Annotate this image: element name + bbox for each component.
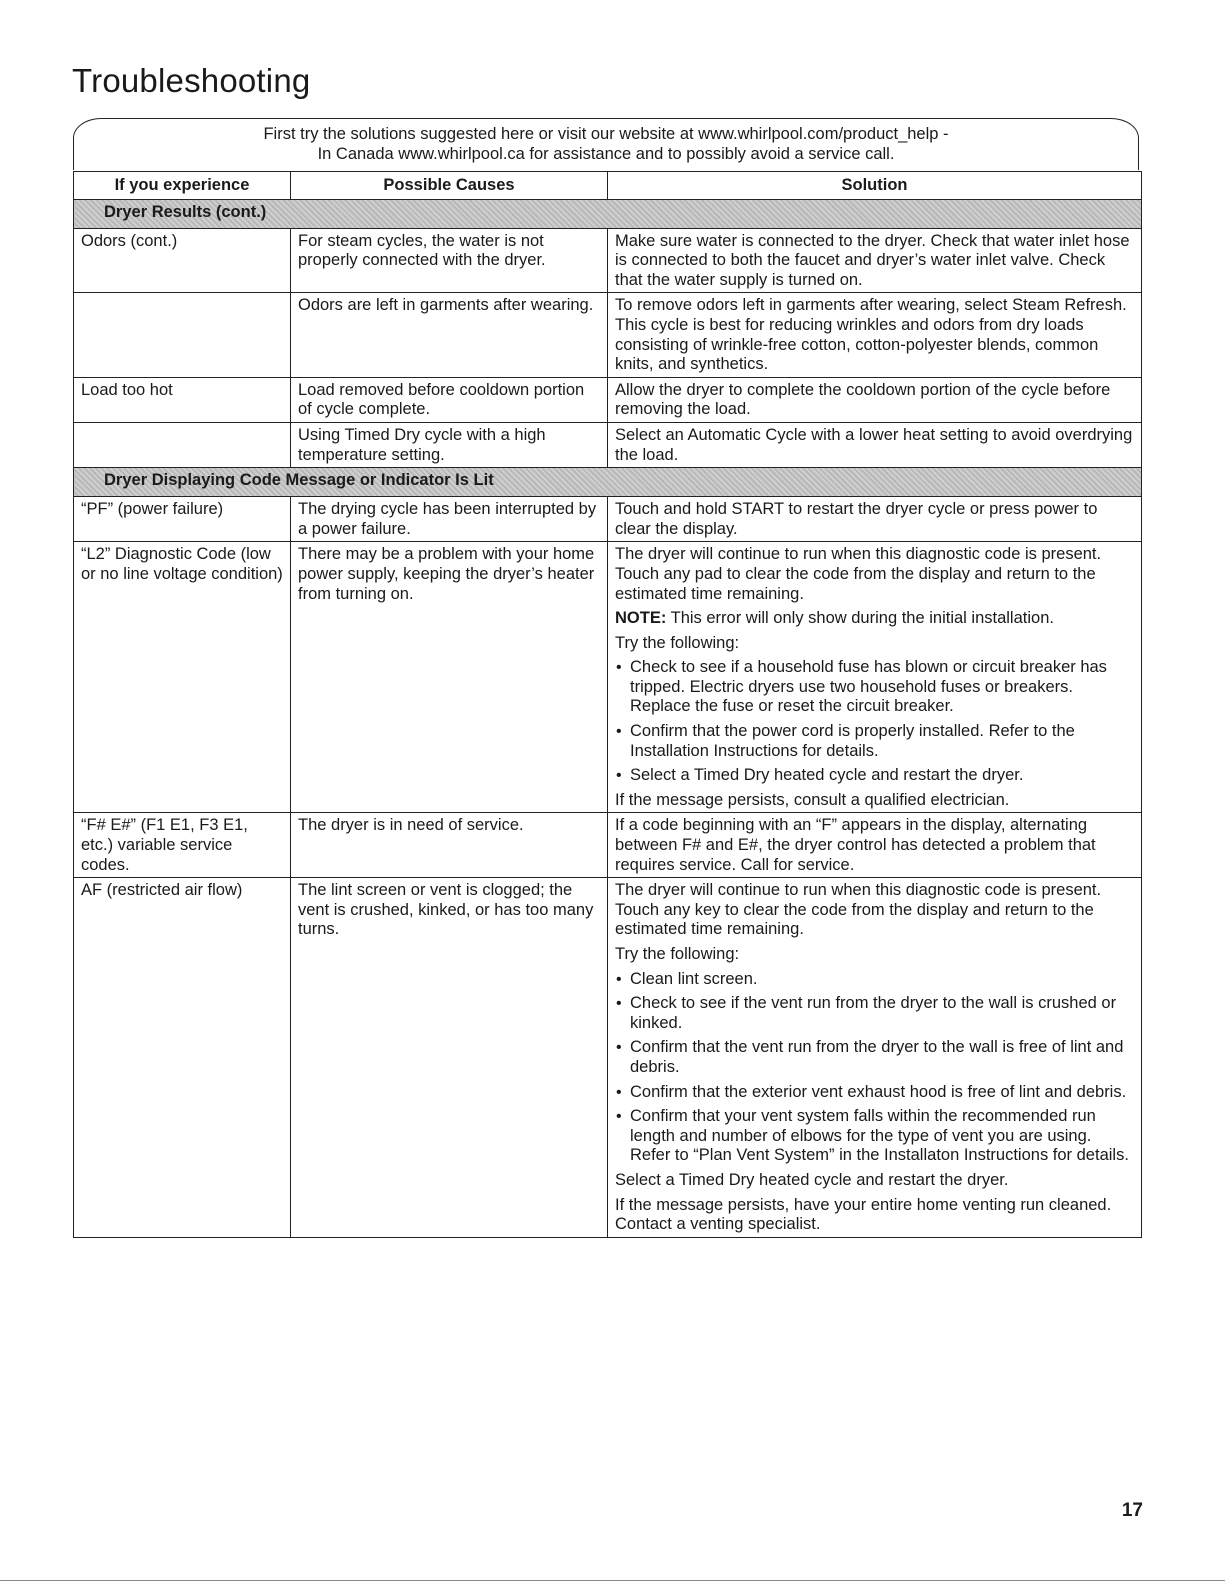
problem-cell: Load too hot <box>74 377 291 422</box>
intro-line-2: In Canada www.whirlpool.ca for assistance and to possibly avoid a service call. <box>317 145 895 163</box>
table-row <box>74 878 1142 1238</box>
bullet-item <box>615 766 1135 786</box>
section-row <box>74 199 1142 228</box>
solution-cell <box>608 878 1142 1238</box>
section-heading-code-message: Dryer Displaying Code Message or Indicator Is Lit <box>74 468 1142 497</box>
bullet-text: Clean lint screen. <box>630 969 758 988</box>
problem-cell: Odors (cont.) <box>74 228 291 293</box>
bullet-text: Confirm that the exterior vent exhaust hood is free of lint and debris. <box>630 1082 1127 1101</box>
bullet-text: Check to see if the vent run from the dryer to the wall is crushed or kinked. <box>630 994 1117 1032</box>
note-paragraph <box>615 609 1135 629</box>
problem-cell: “F# E#” (F1 E1, F3 E1, etc.) variable service codes. <box>74 813 291 878</box>
solution-cell: Touch and hold START to restart the dryer cycle or press power to clear the display. <box>608 497 1142 542</box>
bullet-item <box>615 1038 1135 1077</box>
page-title: Troubleshooting <box>72 62 311 99</box>
cause-cell: Using Timed Dry cycle with a high temperature setting. <box>291 422 608 467</box>
problem-cell-continued <box>74 293 291 377</box>
solution-cell: Make sure water is connected to the dryer. Check that water inlet hose is connected to both the faucet and dryer’s water inlet valve. Check that the water supply is turned on. <box>608 228 1142 293</box>
problem-cell-continued <box>74 422 291 467</box>
bullet-icon: • <box>616 995 622 1013</box>
cause-cell: Odors are left in garments after wearing. <box>291 293 608 377</box>
bullet-text: Confirm that the power cord is properly installed. Refer to the Installation Instructions for details. <box>630 722 1075 760</box>
table-row <box>74 422 1142 467</box>
bullet-item <box>615 722 1135 761</box>
bullet-item <box>615 970 1135 990</box>
problem-cell: AF (restricted air flow) <box>74 878 291 1238</box>
section-row <box>74 468 1142 497</box>
intro-line-1: First try the solutions suggested here or visit our website at www.whirlpool.com/product_help - <box>263 125 949 143</box>
table-row <box>74 497 1142 542</box>
troubleshooting-table <box>73 171 1142 1238</box>
page-edge-rule <box>0 1580 1225 1581</box>
intro-text <box>73 124 1139 164</box>
problem-cell: “L2” Diagnostic Code (low or no line voltage condition) <box>74 542 291 813</box>
cause-cell: Load removed before cooldown portion of cycle complete. <box>291 377 608 422</box>
table-row <box>74 228 1142 293</box>
solution-cell: To remove odors left in garments after wearing, select Steam Refresh. This cycle is best for reducing wrinkles and odors from dry loads consisting of wrinkle-free cotton, cotton-polyester blends, common knits, and synthetics. <box>608 293 1142 377</box>
note-label: NOTE: <box>615 609 667 628</box>
bullet-icon: • <box>616 767 622 785</box>
cause-cell: There may be a problem with your home power supply, keeping the dryer’s heater from turning on. <box>291 542 608 813</box>
bullet-text: Confirm that your vent system falls within the recommended run length and number of elbows for the type of vent you are using. Refer to “Plan Vent System” in the Installaton Instructions for details. <box>630 1107 1129 1165</box>
bullet-icon: • <box>616 970 622 988</box>
cause-cell: For steam cycles, the water is not properly connected with the dryer. <box>291 228 608 293</box>
solution-cell: Select an Automatic Cycle with a lower heat setting to avoid overdrying the load. <box>608 422 1142 467</box>
closing-paragraph: If the message persists, have your entire home venting run cleaned. Contact a venting specialist. <box>615 1195 1112 1234</box>
solution-cell: If a code beginning with an “F” appears in the display, alternating between F# and E#, the dryer control has detected a problem that requires service. Call for service. <box>608 813 1142 878</box>
bullet-item <box>615 1107 1135 1166</box>
try-following: Try the following: <box>615 633 740 652</box>
bullet-list <box>615 658 1135 786</box>
note-text: This error will only show during the initial installation. <box>666 609 1054 628</box>
bullet-icon: • <box>616 723 622 741</box>
solution-paragraph: The dryer will continue to run when this diagnostic code is present. Touch any key to clear the code from the display and return to the estimated time remaining. <box>615 881 1102 939</box>
solution-cell: Allow the dryer to complete the cooldown portion of the cycle before removing the load. <box>608 377 1142 422</box>
header-experience: If you experience <box>74 172 291 200</box>
table-row <box>74 293 1142 377</box>
table-row <box>74 542 1142 813</box>
header-causes: Possible Causes <box>291 172 608 200</box>
section-heading-dryer-results: Dryer Results (cont.) <box>74 199 1142 228</box>
table-row <box>74 813 1142 878</box>
solution-cell <box>608 542 1142 813</box>
problem-cell: “PF” (power failure) <box>74 497 291 542</box>
bullet-icon: • <box>616 1083 622 1101</box>
closing-paragraph: Select a Timed Dry heated cycle and restart the dryer. <box>615 1170 1009 1189</box>
header-solution: Solution <box>608 172 1142 200</box>
bullet-item <box>615 994 1135 1033</box>
bullet-icon: • <box>616 1039 622 1057</box>
cause-cell: The drying cycle has been interrupted by a power failure. <box>291 497 608 542</box>
bullet-text: Confirm that the vent run from the dryer to the wall is free of lint and debris. <box>630 1038 1124 1076</box>
table-header-row <box>74 172 1142 200</box>
cause-cell: The dryer is in need of service. <box>291 813 608 878</box>
try-following: Try the following: <box>615 945 740 963</box>
bullet-list <box>615 970 1135 1166</box>
solution-paragraph: The dryer will continue to run when this diagnostic code is present. Touch any pad to clear the code from the display and return to the estimated time remaining. <box>615 545 1102 603</box>
page-number: 17 <box>1121 1500 1143 1521</box>
closing-paragraph: If the message persists, consult a qualified electrician. <box>615 790 1010 809</box>
table-row <box>74 377 1142 422</box>
bullet-item <box>615 1083 1135 1103</box>
bullet-icon: • <box>616 1108 622 1126</box>
bullet-text: Check to see if a household fuse has blown or circuit breaker has tripped. Electric dryers use two household fuses or breakers. Replace the fuse or reset the circuit breaker. <box>630 658 1107 716</box>
bullet-icon: • <box>616 659 622 677</box>
bullet-item <box>615 658 1135 717</box>
bullet-text: Select a Timed Dry heated cycle and restart the dryer. <box>630 766 1024 785</box>
cause-cell: The lint screen or vent is clogged; the vent is crushed, kinked, or has too many turns. <box>291 878 608 1238</box>
